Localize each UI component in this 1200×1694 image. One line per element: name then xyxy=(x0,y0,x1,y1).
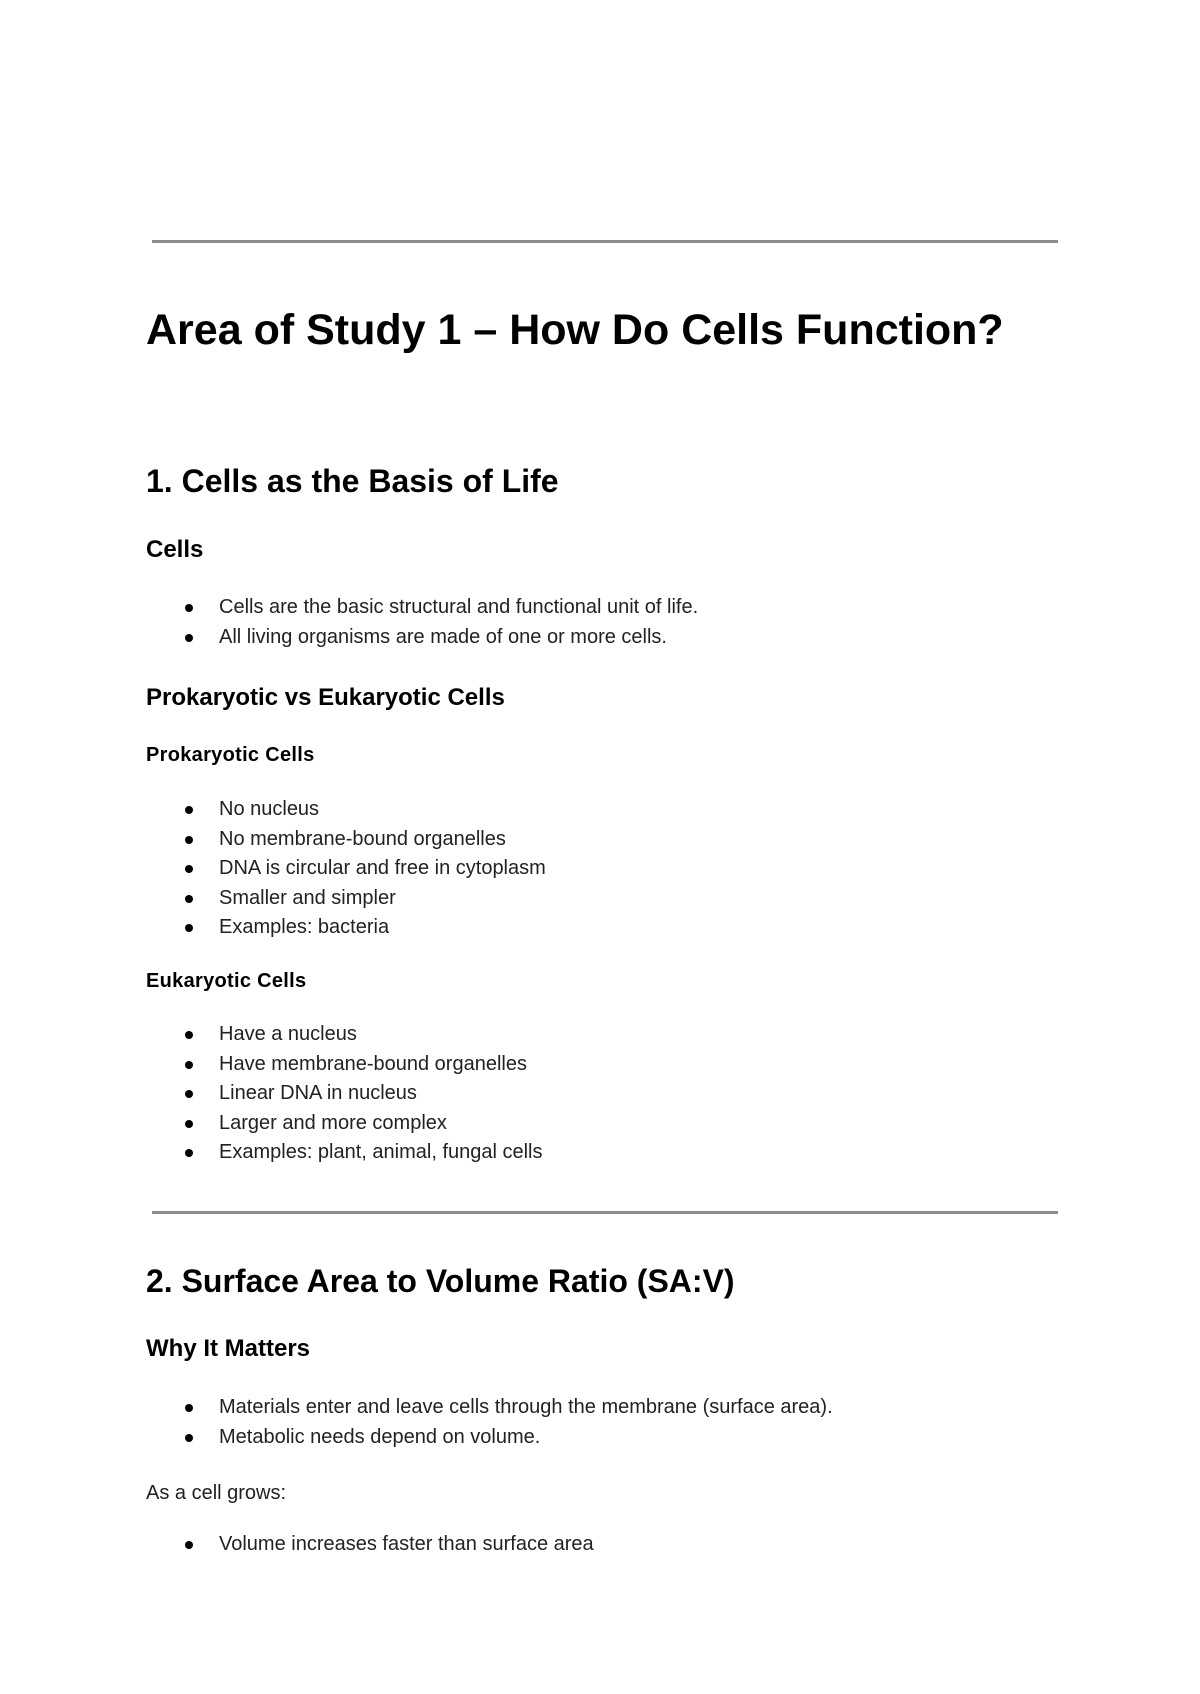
horizontal-rule xyxy=(152,1211,1058,1214)
cells-bullet-list xyxy=(146,593,1058,652)
document-page xyxy=(146,0,1058,1694)
bullet-icon xyxy=(185,604,193,612)
list-item: Examples: plant, animal, fungal cells xyxy=(146,1138,1058,1168)
why-it-matters-bullet-list xyxy=(146,1393,1058,1452)
list-item: Examples: bacteria xyxy=(146,913,1058,943)
eukaryotic-bullet-list xyxy=(146,1020,1058,1168)
section-2-heading: 2. Surface Area to Volume Ratio (SA:V) xyxy=(146,1263,735,1299)
why-it-matters-heading: Why It Matters xyxy=(146,1335,311,1362)
list-item: Have a nucleus xyxy=(146,1020,1058,1050)
prokaryotic-bullet-list xyxy=(146,795,1058,943)
list-item: Larger and more complex xyxy=(146,1109,1058,1139)
bullet-icon xyxy=(185,1120,193,1128)
list-item: Cells are the basic structural and functional unit of life. xyxy=(146,593,1058,623)
section-1-heading: 1. Cells as the Basis of Life xyxy=(146,463,559,499)
bullet-icon xyxy=(185,895,193,903)
prokaryotic-heading: Prokaryotic Cells xyxy=(146,744,315,766)
eukaryotic-heading: Eukaryotic Cells xyxy=(146,970,307,992)
list-item: DNA is circular and free in cytoplasm xyxy=(146,854,1058,884)
cells-heading: Cells xyxy=(146,536,204,563)
bullet-icon xyxy=(185,806,193,814)
bullet-icon xyxy=(185,634,193,642)
list-item: Smaller and simpler xyxy=(146,884,1058,914)
list-item: Linear DNA in nucleus xyxy=(146,1079,1058,1109)
list-item: Materials enter and leave cells through the membrane (surface area). xyxy=(146,1393,1058,1423)
list-item: Volume increases faster than surface area xyxy=(146,1530,1058,1560)
list-item: No nucleus xyxy=(146,795,1058,825)
list-item: Have membrane-bound organelles xyxy=(146,1050,1058,1080)
list-item: Metabolic needs depend on volume. xyxy=(146,1423,1058,1453)
bullet-icon xyxy=(185,924,193,932)
bullet-icon xyxy=(185,1541,193,1549)
bullet-icon xyxy=(185,1149,193,1157)
document-title: Area of Study 1 – How Do Cells Function? xyxy=(146,306,1004,354)
bullet-icon xyxy=(185,836,193,844)
bullet-icon xyxy=(185,1031,193,1039)
cell-growth-bullet-list xyxy=(146,1530,1058,1560)
bullet-icon xyxy=(185,1434,193,1442)
list-item: All living organisms are made of one or more cells. xyxy=(146,623,1058,653)
bullet-icon xyxy=(185,1090,193,1098)
as-cell-grows-text: As a cell grows: xyxy=(146,1482,287,1504)
list-item: No membrane-bound organelles xyxy=(146,825,1058,855)
prokaryotic-vs-eukaryotic-heading: Prokaryotic vs Eukaryotic Cells xyxy=(146,684,505,711)
bullet-icon xyxy=(185,1061,193,1069)
horizontal-rule xyxy=(152,240,1058,243)
bullet-icon xyxy=(185,1404,193,1412)
bullet-icon xyxy=(185,865,193,873)
